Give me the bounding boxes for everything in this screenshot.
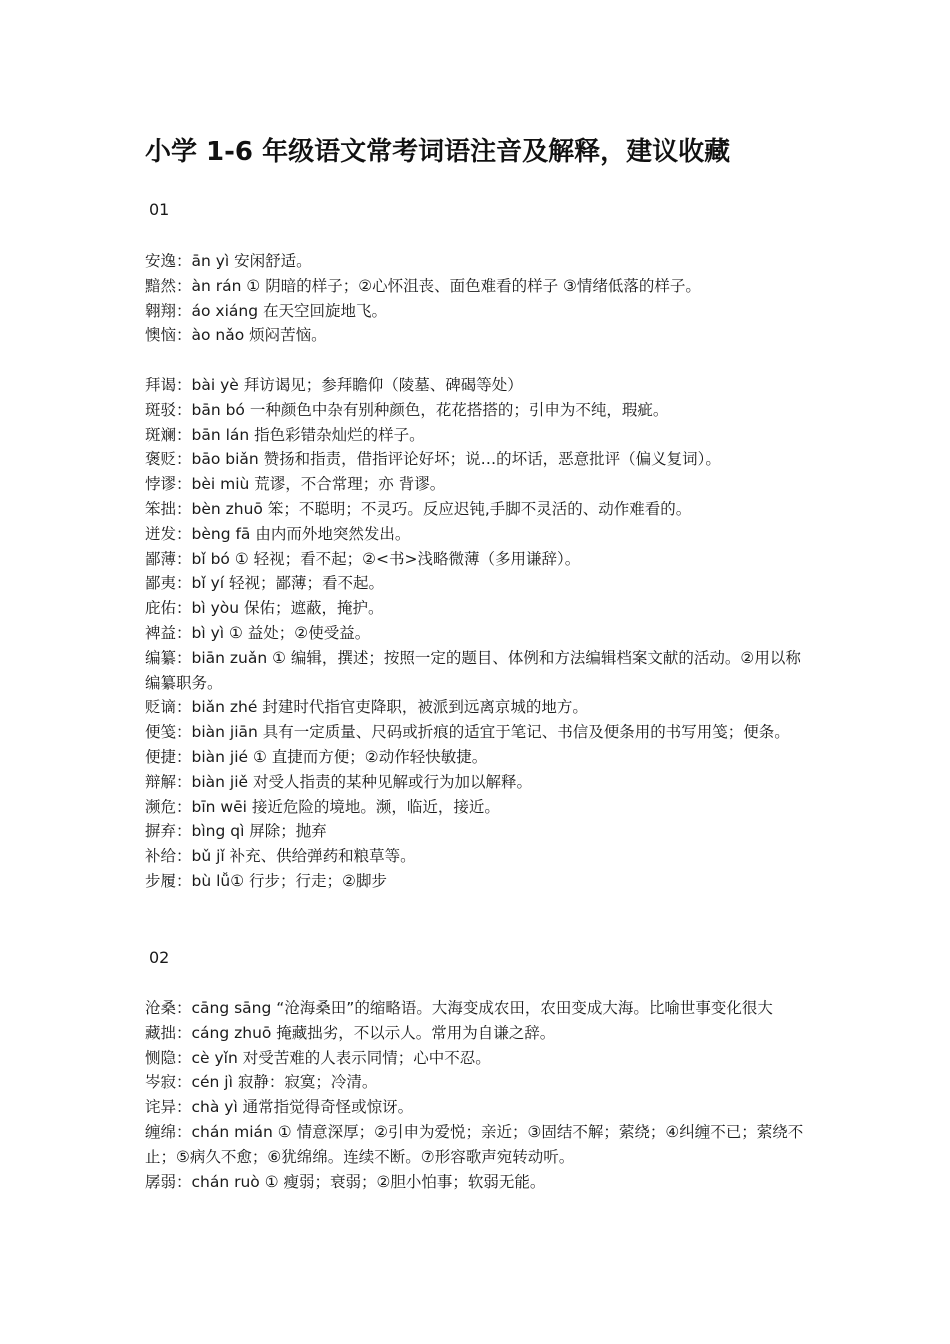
entry-bulv: 步履：bù lǚ① 行步；行走；②脚步 — [145, 871, 387, 890]
entry-bianzhe: 贬谪：biǎn zhé 封建时代指官吏降职，被派到远离京城的地方。 — [145, 698, 588, 717]
document-title: 小学 1-6 年级语文常考词语注音及解释，建议收藏 — [145, 137, 731, 167]
section-label-02: 02 — [149, 948, 170, 967]
entry-banbo: 斑驳：bān bó 一种颜色中杂有别种颜色，花花搭搭的；引申为不纯，瑕疵。 — [145, 400, 669, 419]
entry-aonao: 懊恼：ào nǎo 烦闷苦恼。 — [145, 326, 327, 345]
entry-beimiu: 悖谬：bèi miù 荒谬，不合常理；亦 背谬。 — [145, 475, 446, 494]
entry-chanmian: 缠绵：chán mián ① 情意深厚；②引申为爱悦；亲近；③固结不解；萦绕；④纠缠不已；萦绕不止；⑤病久不愈；⑥犹绵绵。连续不断。⑦形容歌声宛转动听。 — [145, 1122, 804, 1166]
entry-cenji: 岑寂：cén jì 寂静：寂寞；冷清。 — [145, 1073, 378, 1092]
entry-anran: 黯然：àn rán ① 阴暗的样子；②心怀沮丧、面色难看的样子 ③情绪低落的样子。 — [145, 276, 701, 295]
entry-chayi: 诧异：chà yì 通常指觉得奇怪或惊讶。 — [145, 1098, 414, 1117]
entry-binwei: 濒危：bīn wēi 接近危险的境地。濒，临近，接近。 — [145, 797, 500, 816]
entry-cangsang: 沧桑：cāng sāng “沧海桑田”的缩略语。大海变成农田，农田变成大海。比喻世事变化很大 — [145, 999, 773, 1017]
entry-buji: 补给：bǔ jǐ 补充、供给弹药和粮草等。 — [145, 847, 416, 866]
entry-bianjian: 便笺：biàn jiān 具有一定质量、尺码或折痕的适宜于笔记、书信及便条用的书写用笺；便条。 — [145, 723, 790, 742]
entry-bianjie: 便捷：biàn jié ① 直捷而方便；②动作轻快敏捷。 — [145, 747, 488, 766]
entry-bianjie-defend: 辩解：biàn jiě 对受人指责的某种见解或行为加以解释。 — [145, 772, 532, 791]
entry-biyou: 庇佑：bì yòu 保佑；遮蔽，掩护。 — [145, 599, 384, 618]
entry-ceyin: 恻隐：cè yǐn 对受苦难的人表示同情；心中不忍。 — [145, 1048, 491, 1067]
entry-anyi: 安逸：ān yì 安闲舒适。 — [145, 252, 312, 270]
entry-bengfa: 迸发：bèng fā 由内而外地突然发出。 — [145, 524, 411, 543]
entry-benzhuo: 笨拙：bèn zhuō 笨；不聪明；不灵巧。反应迟钝,手脚不灵活的、动作难看的。 — [145, 499, 692, 518]
entry-aoxiang: 翱翔：áo xiáng 在天空回旋地飞。 — [145, 301, 387, 320]
section-02-entries — [145, 996, 810, 1194]
entry-bingqi: 摒弃：bìng qì 屏除；抛弃 — [145, 822, 327, 841]
entry-biyi-contempt: 鄙夷：bǐ yí 轻视；鄙薄；看不起。 — [145, 574, 384, 593]
entry-bianzuan: 编纂：biān zuǎn ① 编辑，撰述；按照一定的题目、体例和方法编辑档案文献的活动。②用以称编纂职务。 — [145, 648, 801, 692]
entry-biyi-benefit: 裨益：bì yì ① 益处；②使受益。 — [145, 623, 371, 642]
entry-bibo: 鄙薄：bǐ bó ① 轻视；看不起；②<书>浅略微薄（多用谦辞）。 — [145, 549, 581, 568]
entry-chanruo: 孱弱：chán ruò ① 瘦弱；衰弱；②胆小怕事；软弱无能。 — [145, 1172, 546, 1191]
entry-baiye: 拜谒：bài yè 拜访谒见；参拜瞻仰（陵墓、碑碣等处） — [145, 375, 523, 394]
section-label-01: 01 — [149, 200, 170, 219]
entry-banlan: 斑斓：bān lán 指色彩错杂灿烂的样子。 — [145, 425, 425, 444]
entry-baobian: 褒贬：bāo biǎn 赞扬和指责，借指评论好坏；说…的坏话，恶意批评（偏义复词）。 — [145, 450, 721, 469]
paragraph-gap — [145, 348, 810, 373]
section-01-entries — [145, 249, 810, 894]
entry-cangzhuo: 藏拙：cáng zhuō 掩藏拙劣，不以示人。常用为自谦之辞。 — [145, 1023, 556, 1042]
